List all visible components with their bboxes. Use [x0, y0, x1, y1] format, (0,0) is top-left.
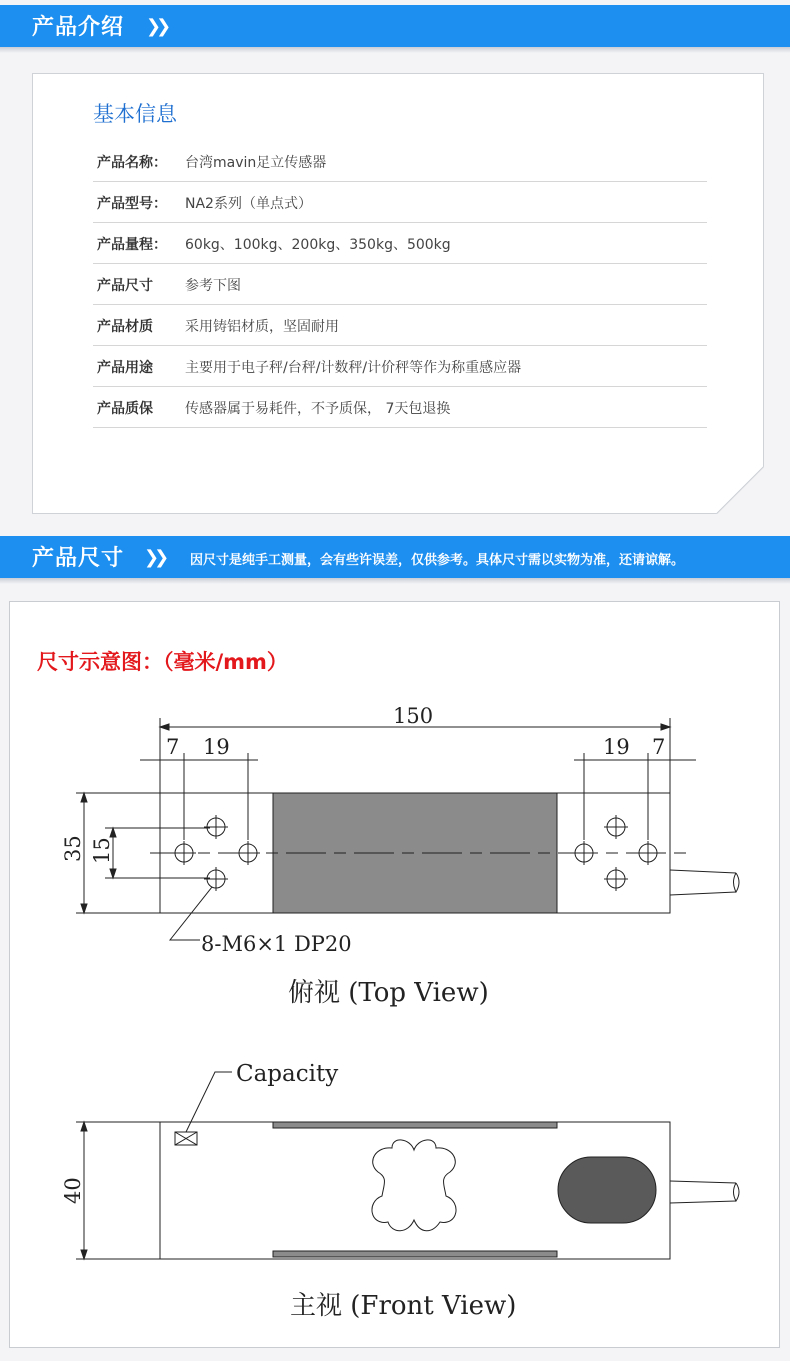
double-chevron-icon: ❯❯ — [144, 547, 165, 568]
info-title: 基本信息 — [93, 102, 177, 126]
info-value: 60kg、100kg、200kg、350kg、500kg — [185, 237, 451, 253]
section-title: 产品尺寸 — [32, 546, 125, 571]
capacity-label: Capacity — [236, 1061, 339, 1087]
info-value: 主要用于电子秤/台秤/计数秤/计价秤等作为称重感应器 — [185, 360, 522, 376]
thread-label: 8-M6×1 DP20 — [201, 932, 352, 956]
info-key: 产品用途 — [97, 360, 153, 376]
measurement-note: 因尺寸是纯手工测量，会有些许误差，仅供参考。具体尺寸需以实物为准，还请谅解。 — [190, 553, 685, 568]
top-view-caption: 俯视 (Top View) — [288, 978, 489, 1008]
dim-hole-spacing: 15 — [90, 837, 114, 864]
double-chevron-icon: ❯❯ — [146, 16, 167, 37]
info-key: 产品尺寸 — [97, 278, 153, 294]
dim-edge-right: 7 — [652, 735, 666, 759]
info-key: 产品量程： — [97, 237, 167, 253]
info-value: 台湾mavin足立传感器 — [185, 155, 327, 171]
drawing-heading: 尺寸示意图：（毫米/mm） — [37, 650, 288, 674]
info-key: 产品名称： — [97, 155, 167, 171]
dim-length: 150 — [393, 704, 434, 728]
info-key: 产品型号： — [97, 196, 167, 212]
dim-height-front: 40 — [61, 1177, 85, 1204]
info-value: 采用铸铝材质，坚固耐用 — [185, 319, 339, 335]
info-key: 产品材质 — [97, 319, 153, 335]
dim-pitch-right: 19 — [603, 735, 630, 759]
dim-height-top: 35 — [61, 835, 85, 862]
front-view-caption: 主视 (Front View) — [290, 1291, 517, 1321]
info-key: 产品质保 — [97, 401, 153, 417]
section-title: 产品介绍 — [32, 15, 125, 40]
info-value: 传感器属于易耗件，不予质保， 7天包退换 — [185, 401, 451, 417]
info-value: 参考下图 — [185, 278, 241, 294]
dim-pitch-left: 19 — [203, 735, 230, 759]
info-value: NA2系列（单点式） — [185, 196, 312, 212]
dim-edge-left: 7 — [166, 735, 180, 759]
